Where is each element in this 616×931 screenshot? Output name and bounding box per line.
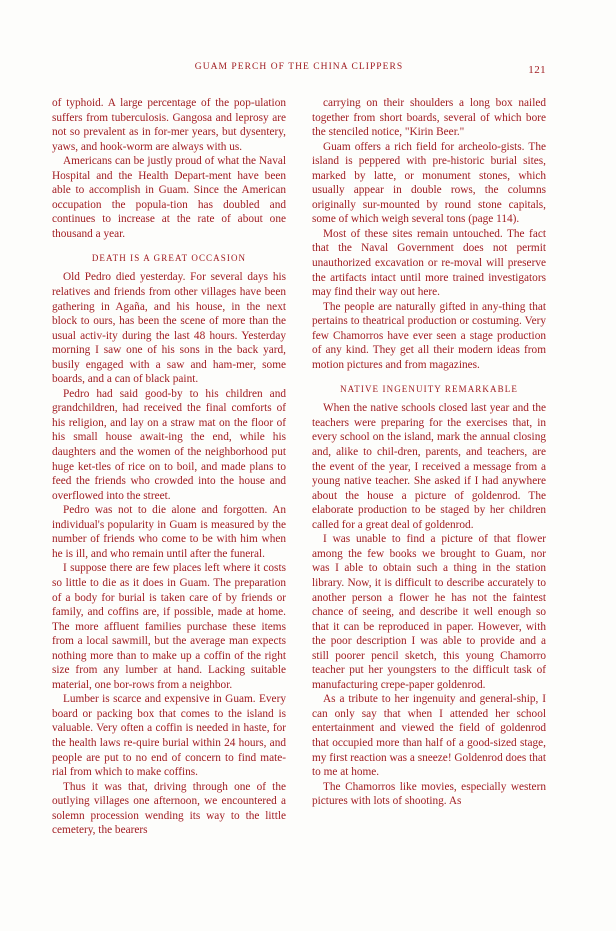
two-column-body [52, 96, 546, 838]
paragraph: The Chamorros like movies, especially western pictures with lots of shooting. As [312, 780, 546, 808]
paragraph: I was unable to find a picture of that flower among the few books we brought to Guam, nor was I able to obtain such a thing in the station library. Now, it is difficult to describe accurately to another person a flower he has not the faintest chance of seeing, and describe it well enough so that it can be reproduced in paper. However, with the poor description I was able to provide and a still poorer pencil sketch, this young Chamorro teacher put her youngsters to the difficult task of manufacturing crepe-paper goldenrod. [312, 533, 546, 691]
left-column [52, 96, 286, 838]
paragraph: Americans can be justly proud of what the Naval Hospital and the Health Depart-ment have been able to accomplish in Guam. Since the American occupation the popula-tion has doubled and continues to increase at the rate of about one thousand a year. [52, 155, 286, 240]
paragraph: Lumber is scarce and expensive in Guam. Every board or packing box that comes to the island is valuable. Very often a coffin is needed in haste, for the health laws re-quire burial within 24 hours, and people are put to no end of concern to find mate-rial from which to make coffins. [52, 693, 286, 779]
paragraph: The people are naturally gifted in any-thing that pertains to theatrical production or costuming. Very few Chamorros have ever seen a stage production of any kind. They get all their modern ideas from motion pictures and from magazines. [312, 300, 546, 371]
paragraph: Most of these sites remain untouched. The fact that the Naval Government does not permit unauthorized excavation or re-moval will preserve the artifacts intact until more trained investigators may find their way out here. [312, 227, 546, 299]
paragraph: When the native schools closed last year and the teachers were preparing for the exercises that, in every school on the island, mark the annual closing and, alike to chil-dren, parents, and teachers, are the event of the year, I received a message from a young native teacher. She asked if I had anywhere about the house a picture of goldenrod. The elaborate production to be staged by her children called for a great deal of goldenrod. [312, 402, 546, 531]
paragraph: I suppose there are few places left where it costs so little to die as it does in Guam. The preparation of a body for burial is taken care of by friends or family, and coffins are, if possible, made at home. The more affluent families purchase these items from a local sawmill, but the average man expects nothing more than to make up a coffin of the right size from any lumber at hand. Lacking suitable material, one bor-rows from a neighbor. [52, 562, 286, 691]
paragraph: carrying on their shoulders a long box nailed together from short boards, several of which bore the stenciled notice, "Kirin Beer." [312, 97, 546, 139]
paragraph: Pedro was not to die alone and forgotten. An individual's popularity in Guam is measured by the number of friends who come to be with him when he is ill, and who remain until after the funeral. [52, 504, 286, 560]
paragraph: As a tribute to her ingenuity and general-ship, I can only say that when I attended her school entertainment and viewed the field of goldenrod that occupied more than half of a good-sized stage, my first reaction was a sneeze! Goldenrod does that to me at home. [312, 693, 547, 779]
paragraph: Pedro had said good-by to his children and grandchildren, had received the final comforts of his religion, and lay on a straw mat on the floor of his small house await-ing the end, while his daughters and the women of the neighborhood put huge ket-tles of rice on to boil, and made plans to feed the friends who crowded into the house and overflowed into the street. [52, 387, 286, 502]
paragraph: Guam offers a rich field for archeolo-gists. The island is peppered with pre-historic burial sites, marked by latte, or monument stones, which usually appear in double rows, the columns originally sur-mounted by round stone capitals, some of which weigh several tons (page 114). [312, 140, 546, 226]
page-number: 121 [528, 64, 546, 76]
right-column [312, 96, 546, 809]
running-head [52, 62, 546, 76]
section-heading: DEATH IS A GREAT OCCASION [91, 253, 247, 264]
paragraph: Thus it was that, driving through one of the outlying villages one afternoon, we encountered a solemn procession wending its way to the little cemetery, the bearers [52, 780, 286, 837]
paragraph: of typhoid. A large percentage of the pop-ulation suffers from tuberculosis. Gangosa and leprosy are not so prevalent as in for-mer years, but dysentery, yaws, and hook-worm are always with us. [52, 97, 286, 153]
running-head-title: GUAM PERCH OF THE CHINA CLIPPERS [194, 62, 404, 72]
section-heading: NATIVE INGENUITY REMARKABLE [340, 384, 518, 395]
paragraph: Old Pedro died yesterday. For several days his relatives and friends from other villages have been gathering in Agaña, and his house, in the next block to ours, has been the scene of more than the usual activ-ity during the last 48 hours. Yesterday morning I saw one of his sons in the back yard, busily engaged with a saw and ham-mer, some boards, and a can of black paint. [52, 271, 286, 386]
page-content-area [52, 62, 546, 892]
